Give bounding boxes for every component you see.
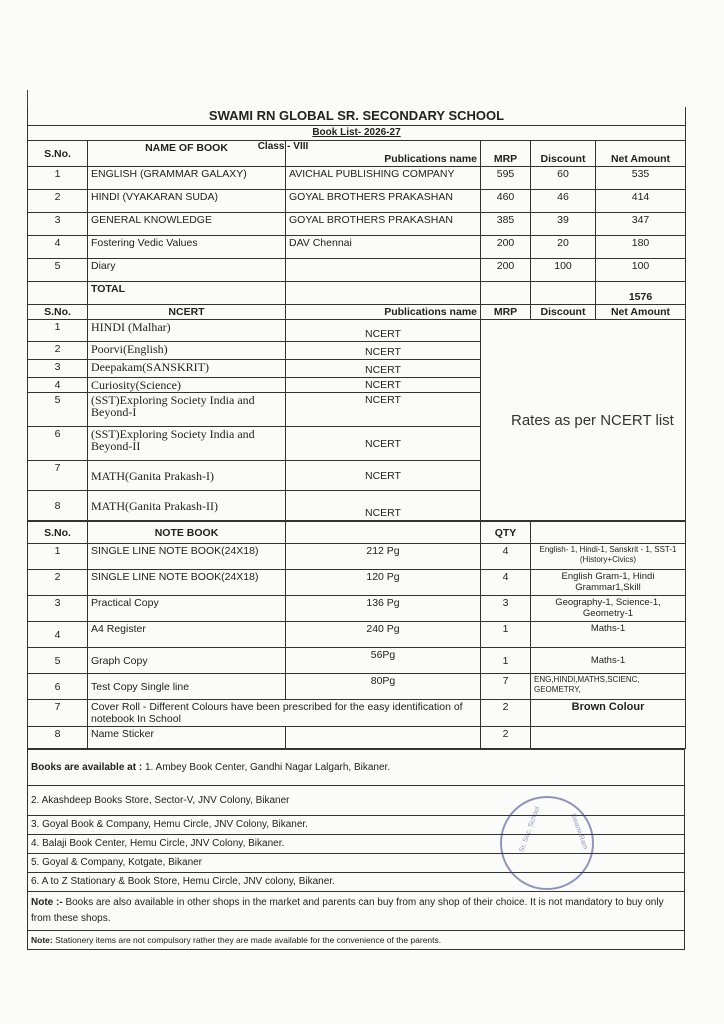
sno: 3 bbox=[28, 360, 88, 378]
mrp: 460 bbox=[481, 190, 531, 213]
notebook-table bbox=[27, 521, 686, 749]
col-notebook: NOTE BOOK bbox=[88, 522, 286, 544]
book-list-title: Book List- 2026-27 bbox=[28, 126, 686, 141]
discount: 46 bbox=[531, 190, 596, 213]
publisher: NCERT bbox=[286, 427, 481, 461]
notebook-row bbox=[28, 596, 686, 622]
total-label: TOTAL bbox=[88, 282, 286, 305]
col-ncert: NCERT bbox=[88, 305, 286, 320]
notebook-row bbox=[28, 648, 686, 674]
col-discount: Discount bbox=[531, 305, 596, 320]
books-table bbox=[27, 107, 686, 521]
qty: 1 bbox=[481, 648, 531, 674]
notebook-row bbox=[28, 570, 686, 596]
book-name: HINDI (VYAKARAN SUDA) bbox=[88, 190, 286, 213]
publisher: NCERT bbox=[286, 378, 481, 393]
sno: 8 bbox=[28, 491, 88, 521]
col-name: NAME OF BOOK bbox=[88, 141, 286, 167]
net-amount: 414 bbox=[596, 190, 686, 213]
subjects bbox=[531, 727, 686, 749]
subjects: Brown Colour bbox=[531, 700, 686, 727]
shop-item: 2. Akashdeep Books Store, Sector-V, JNV Colony, Bikaner bbox=[28, 786, 685, 816]
publisher bbox=[286, 259, 481, 282]
qty: 1 bbox=[481, 622, 531, 648]
pages bbox=[286, 727, 481, 749]
shop-item: 3. Goyal Book & Company, Hemu Circle, JNV Colony, Bikaner. bbox=[28, 816, 685, 835]
col-publisher-label: Publications name bbox=[384, 153, 477, 165]
class-label: Class - VIII bbox=[257, 141, 309, 152]
notebook-name: SINGLE LINE NOTE BOOK(24X18) bbox=[88, 544, 286, 570]
discount: 100 bbox=[531, 259, 596, 282]
book-name: MATH(Ganita Prakash-I) bbox=[88, 461, 286, 491]
publisher: NCERT bbox=[286, 461, 481, 491]
sno: 2 bbox=[28, 342, 88, 360]
subjects: Geography-1, Science-1, Geometry-1 bbox=[531, 596, 686, 622]
publisher: NCERT bbox=[286, 360, 481, 378]
subjects: English- 1, Hindi-1, Sanskrit - 1, SST-1 (History+Civics) bbox=[531, 544, 686, 570]
sno: 4 bbox=[28, 622, 88, 648]
book-name: GENERAL KNOWLEDGE bbox=[88, 213, 286, 236]
col-discount: Discount bbox=[531, 141, 596, 167]
shop-item: 6. A to Z Stationary & Book Store, Hemu Circle, JNV colony, Bikaner. bbox=[28, 873, 685, 892]
subjects: English Gram-1, Hindi Grammar1,Skill bbox=[531, 570, 686, 596]
book-name: HINDI (Malhar) bbox=[88, 320, 286, 342]
qty: 3 bbox=[481, 596, 531, 622]
book-name: Deepakam(SANSKRIT) bbox=[88, 360, 286, 378]
notebook-name: SINGLE LINE NOTE BOOK(24X18) bbox=[88, 570, 286, 596]
sno: 4 bbox=[28, 378, 88, 393]
notebook-row bbox=[28, 622, 686, 648]
book-name: (SST)Exploring Society India and Beyond-II bbox=[88, 427, 286, 461]
sno: 8 bbox=[28, 727, 88, 749]
publisher: NCERT bbox=[286, 342, 481, 360]
col-net: Net Amount bbox=[596, 141, 686, 167]
col-sno: S.No. bbox=[28, 305, 88, 320]
sno: 7 bbox=[28, 700, 88, 727]
sno: 7 bbox=[28, 461, 88, 491]
sno: 2 bbox=[28, 190, 88, 213]
book-name: Poorvi(English) bbox=[88, 342, 286, 360]
pages: 120 Pg bbox=[286, 570, 481, 596]
sno: 6 bbox=[28, 427, 88, 461]
col-subjects bbox=[531, 522, 686, 544]
mrp: 200 bbox=[481, 259, 531, 282]
note-text: Books are also available in other shops in the market and parents can buy from any shop of their choice. It is not mandatory to buy only from these shops. bbox=[31, 897, 664, 924]
pages: 212 Pg bbox=[286, 544, 481, 570]
sno: 3 bbox=[28, 596, 88, 622]
school-stamp bbox=[500, 796, 594, 890]
shop-row bbox=[28, 873, 685, 892]
book-row bbox=[28, 167, 686, 190]
col-sno: S.No. bbox=[28, 522, 88, 544]
notebook-name: Test Copy Single line bbox=[88, 674, 286, 700]
publisher: NCERT bbox=[286, 320, 481, 342]
notebook-row bbox=[28, 674, 686, 700]
shop-item: 5. Goyal & Company, Kotgate, Bikaner bbox=[28, 854, 685, 873]
note-row bbox=[28, 931, 685, 950]
stamp-text-left: Sr. Sec. School bbox=[518, 805, 542, 854]
discount: 60 bbox=[531, 167, 596, 190]
ncert-header bbox=[28, 305, 686, 320]
sno: 1 bbox=[28, 167, 88, 190]
publisher: NCERT bbox=[286, 393, 481, 427]
pages: 56Pg bbox=[286, 648, 481, 674]
col-publisher: Publications name bbox=[286, 305, 481, 320]
notebook-name: A4 Register bbox=[88, 622, 286, 648]
rates-note: Rates as per NCERT list bbox=[481, 320, 686, 521]
book-row bbox=[28, 259, 686, 282]
book-row bbox=[28, 213, 686, 236]
col-mrp: MRP bbox=[481, 305, 531, 320]
note-label: Note :- bbox=[31, 897, 63, 908]
book-name: Fostering Vedic Values bbox=[88, 236, 286, 259]
pages: 136 Pg bbox=[286, 596, 481, 622]
notebook-row bbox=[28, 700, 686, 727]
notebook-name: Practical Copy bbox=[88, 596, 286, 622]
net-amount: 100 bbox=[596, 259, 686, 282]
col-net: Net Amount bbox=[596, 305, 686, 320]
sno: 1 bbox=[28, 544, 88, 570]
sno: 5 bbox=[28, 648, 88, 674]
total-value: 1576 bbox=[596, 282, 686, 305]
note-text: Stationery items are not compulsory rather they are made available for the convenience of the parents. bbox=[55, 935, 442, 945]
qty: 7 bbox=[481, 674, 531, 700]
mrp: 385 bbox=[481, 213, 531, 236]
stamp-text-right: Swami Ram bbox=[569, 812, 589, 851]
book-name: ENGLISH (GRAMMAR GALAXY) bbox=[88, 167, 286, 190]
availability-label: Books are available at : bbox=[31, 761, 143, 773]
notebook-name: Graph Copy bbox=[88, 648, 286, 674]
col-publisher bbox=[257, 141, 481, 167]
shop-item: 1. Ambey Book Center, Gandhi Nagar Lalgarh, Bikaner. bbox=[144, 761, 391, 773]
publisher: NCERT bbox=[286, 491, 481, 521]
sno: 5 bbox=[28, 393, 88, 427]
col-pages bbox=[286, 522, 481, 544]
book-name: MATH(Ganita Prakash-II) bbox=[88, 491, 286, 521]
qty: 2 bbox=[481, 700, 531, 727]
discount: 39 bbox=[531, 213, 596, 236]
mrp: 595 bbox=[481, 167, 531, 190]
book-name: Diary bbox=[88, 259, 286, 282]
col-qty: QTY bbox=[481, 522, 531, 544]
discount: 20 bbox=[531, 236, 596, 259]
notebook-header bbox=[28, 522, 686, 544]
book-row bbox=[28, 190, 686, 213]
school-name: SWAMI RN GLOBAL SR. SECONDARY SCHOOL bbox=[28, 107, 686, 126]
sno: 5 bbox=[28, 259, 88, 282]
note-row bbox=[28, 892, 685, 931]
sno: 1 bbox=[28, 320, 88, 342]
qty: 4 bbox=[481, 570, 531, 596]
notebook-name: Cover Roll - Different Colours have been prescribed for the easy identification of notebook In School bbox=[88, 700, 481, 727]
pages: 240 Pg bbox=[286, 622, 481, 648]
mrp: 200 bbox=[481, 236, 531, 259]
publisher: AVICHAL PUBLISHING COMPANY bbox=[286, 167, 481, 190]
book-name: (SST)Exploring Society India and Beyond-I bbox=[88, 393, 286, 427]
shop-item: 4. Balaji Book Center, Hemu Circle, JNV Colony, Bikaner. bbox=[28, 835, 685, 854]
subjects: Maths-1 bbox=[531, 648, 686, 674]
note-label: Note: bbox=[31, 935, 53, 945]
shop-row bbox=[28, 750, 685, 786]
total-row bbox=[28, 282, 686, 305]
notebook-row bbox=[28, 544, 686, 570]
col-mrp: MRP bbox=[481, 141, 531, 167]
pages: 80Pg bbox=[286, 674, 481, 700]
shop-row bbox=[28, 786, 685, 816]
book-row bbox=[28, 236, 686, 259]
publisher: GOYAL BROTHERS PRAKASHAN bbox=[286, 213, 481, 236]
sno: 6 bbox=[28, 674, 88, 700]
qty: 4 bbox=[481, 544, 531, 570]
net-amount: 180 bbox=[596, 236, 686, 259]
publisher: GOYAL BROTHERS PRAKASHAN bbox=[286, 190, 481, 213]
subjects: Maths-1 bbox=[531, 622, 686, 648]
col-sno: S.No. bbox=[28, 141, 88, 167]
ncert-row bbox=[28, 320, 686, 342]
sno: 2 bbox=[28, 570, 88, 596]
notebook-row bbox=[28, 727, 686, 749]
net-amount: 535 bbox=[596, 167, 686, 190]
sno: 4 bbox=[28, 236, 88, 259]
sno: 3 bbox=[28, 213, 88, 236]
net-amount: 347 bbox=[596, 213, 686, 236]
notebook-name: Name Sticker bbox=[88, 727, 286, 749]
qty: 2 bbox=[481, 727, 531, 749]
book-name: Curiosity(Science) bbox=[88, 378, 286, 393]
publisher: DAV Chennai bbox=[286, 236, 481, 259]
subjects: ENG,HINDI,MATHS,SCIENC, GEOMETRY, bbox=[531, 674, 686, 700]
